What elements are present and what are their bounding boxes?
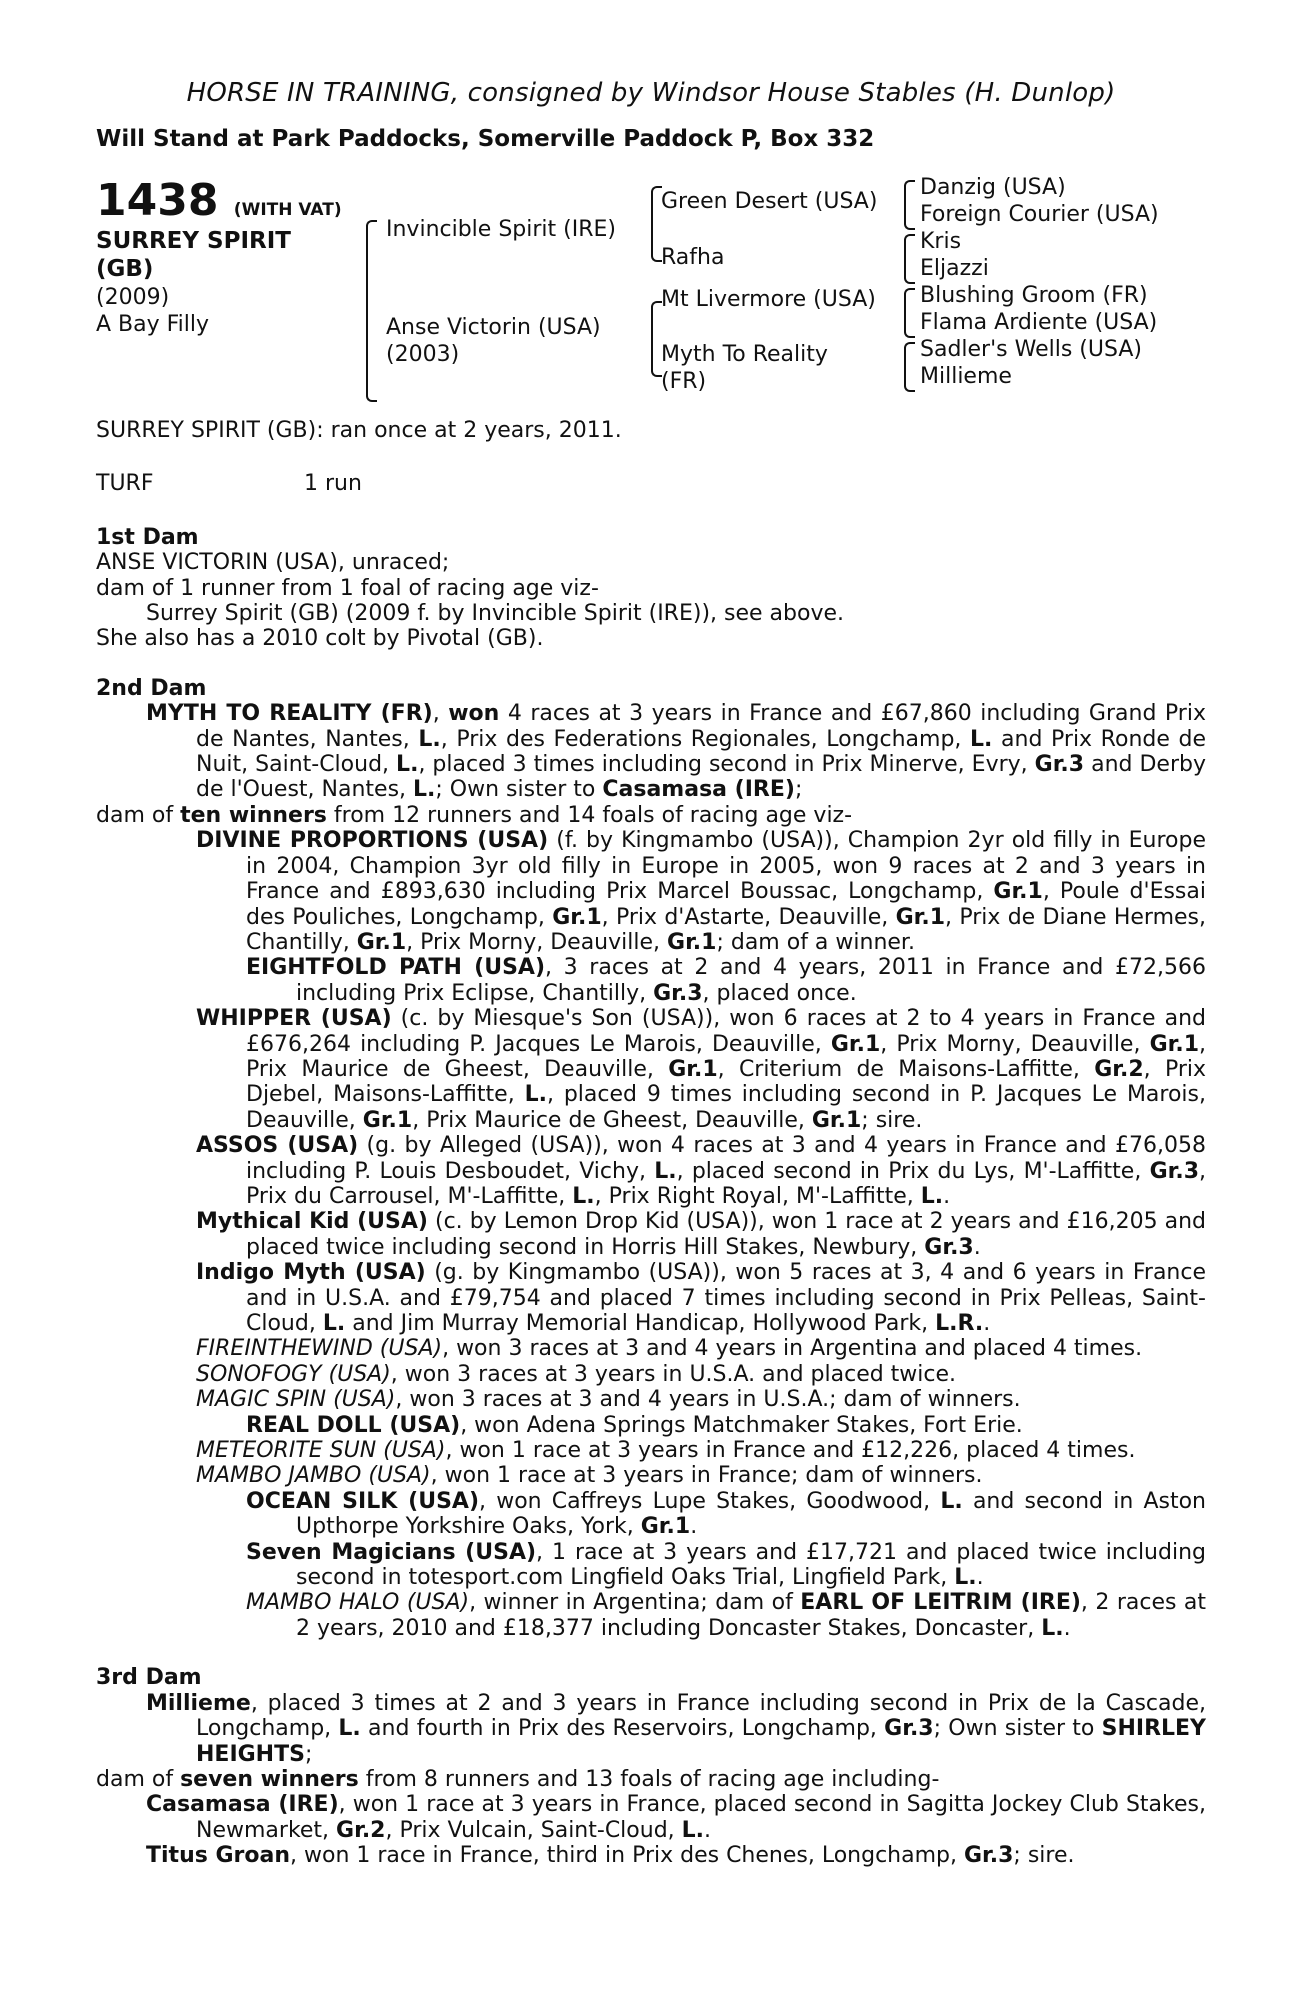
dam-name: Anse Victorin (USA) xyxy=(386,315,601,340)
produce-entry: Titus Groan, won 1 race in France, third in Prix des Chenes, Longchamp, Gr.3; sire. xyxy=(146,1843,1075,1869)
dam-sire-name: Mt Livermore (USA) xyxy=(661,287,876,312)
produce-entry: Casamasa (IRE), won 1 race at 3 years in France, placed second in Sagitta Jockey Club Stakes, Newmarket, Gr.2, Prix Vulcain, Saint-Cloud, L.. xyxy=(146,1792,1206,1843)
third-dam-entry: Millieme, placed 3 times at 2 and 3 years in France including second in Prix de la Cascade, Longchamp, L. and fourth in Prix des Reservoirs, Longchamp, Gr.3; Own sister to SHIRLEY HEIGHTS; xyxy=(146,1690,1206,1767)
sire-dam-name: Rafha xyxy=(661,245,725,270)
horse-country: (GB) xyxy=(96,256,154,282)
brace xyxy=(904,342,915,392)
produce-entry: Mythical Kid (USA) (c. by Lemon Drop Kid (USA)), won 1 race at 2 years and £16,205 and placed twice including second in Horris Hill Stakes, Newbury, Gr.3. xyxy=(196,1209,1206,1260)
dam-year: (2003) xyxy=(386,342,460,367)
dds-name: Sadler's Wells (USA) xyxy=(920,337,1142,362)
turf-record xyxy=(96,471,1206,496)
turf-label: TURF xyxy=(96,471,154,497)
produce-entry: METEORITE SUN (USA), won 1 race at 3 years in France and £12,226, placed 4 times. xyxy=(196,1438,1136,1464)
third-dam-heading: 3rd Dam xyxy=(96,1665,202,1691)
produce-entry: EIGHTFOLD PATH (USA), 3 races at 2 and 4 years, 2011 in France and £72,566 including Prix Eclipse, Chantilly, Gr.3, placed once. xyxy=(246,955,1206,1006)
second-dam-entry: MYTH TO REALITY (FR), won 4 races at 3 years in France and £67,860 including Grand Prix de Nantes, Nantes, L., Prix des Federations Regionales, Longchamp, L. and Prix Ronde de Nuit, Saint-Cloud, L., placed 3 times including second in Prix Minerve, Evry, Gr.3 and Derby de l'Ouest, Nantes, L.; Own sister to Casamasa (IRE); xyxy=(146,701,1206,803)
sdd-name: Eljazzi xyxy=(920,256,989,281)
pedigree-table xyxy=(96,176,1206,418)
turf-value: 1 run xyxy=(304,471,362,497)
produce-entry: Seven Magicians (USA), 1 race at 3 years and £17,721 and placed twice including second in totesport.com Lingfield Oaks Trial, Lingfield Park, L.. xyxy=(246,1539,1206,1591)
third-dam-produce-summary: dam of seven winners from 8 runners and 13 foals of racing age including- xyxy=(96,1766,940,1792)
produce-entry: MAMBO HALO (USA), winner in Argentina; dam of EARL OF LEITRIM (IRE), 2 races at 2 years, 2010 and £18,377 including Doncaster Stakes, Doncaster, L.. xyxy=(246,1590,1207,1641)
produce-entry: DIVINE PROPORTIONS (USA) (f. by Kingmambo (USA)), Champion 2yr old filly in Europe in 2004, Champion 3yr old filly in Europe in 2005, won 9 races at 2 and 3 years in France and £893,630 including Prix Marcel Boussac, Longchamp, Gr.1, Poule d'Essai des Pouliches, Longchamp, Gr.1, Prix d'Astarte, Deauville, Gr.1, Prix de Diane Hermes, Chantilly, Gr.1, Prix Morny, Deauville, Gr.1; dam of a winner. xyxy=(196,828,1207,955)
produce-entry: WHIPPER (USA) (c. by Miesque's Son (USA)), won 6 races at 2 to 4 years in France and £676,264 including P. Jacques Le Marois, Deauville, Gr.1, Prix Morny, Deauville, Gr.1, Prix Maurice de Gheest, Deauville, Gr.1, Criterium de Maisons-Laffitte, Gr.2, Prix Djebel, Maisons-Laffitte, L., placed 9 times including second in P. Jacques Le Marois, Deauville, Gr.1, Prix Maurice de Gheest, Deauville, Gr.1; sire. xyxy=(196,1006,1206,1133)
dam-dam-country: (FR) xyxy=(661,369,707,394)
sire-name: Invincible Spirit (IRE) xyxy=(386,217,616,242)
produce-entry: MAGIC SPIN (USA), won 3 races at 3 and 4 years in U.S.A.; dam of winners. xyxy=(196,1387,1021,1413)
horse-description: A Bay Filly xyxy=(96,312,210,337)
dsd-name: Flama Ardiente (USA) xyxy=(920,310,1158,335)
dss-name: Blushing Groom (FR) xyxy=(920,283,1148,308)
dam-dam-name: Myth To Reality xyxy=(661,342,828,367)
second-dam-produce-summary: dam of ten winners from 12 runners and 14 foals of racing age viz- xyxy=(96,802,853,828)
brace xyxy=(904,234,915,284)
first-dam-heading: 1st Dam xyxy=(96,524,199,550)
produce-entry: SONOFOGY (USA), won 3 races at 3 years in U.S.A. and placed twice. xyxy=(196,1361,957,1387)
page-header: HORSE IN TRAINING, consigned by Windsor House Stables (H. Dunlop) xyxy=(186,78,1116,108)
first-dam-line: dam of 1 runner from 1 foal of racing age viz- xyxy=(96,575,599,601)
race-record xyxy=(96,418,1206,1869)
vat-label: (WITH VAT) xyxy=(233,200,342,220)
first-dam-line: ANSE VICTORIN (USA), unraced; xyxy=(96,550,450,576)
horse-name: SURREY SPIRIT xyxy=(96,228,291,254)
second-dam-heading: 2nd Dam xyxy=(96,675,207,701)
stand-location: Will Stand at Park Paddocks, Somerville Paddock P, Box 332 xyxy=(96,126,875,152)
produce-entry: OCEAN SILK (USA), won Caffreys Lupe Stakes, Goodwood, L. and second in Aston Upthorpe Yorkshire Oaks, York, Gr.1. xyxy=(246,1488,1207,1540)
sss-name: Danzig (USA) xyxy=(920,175,1066,200)
sire-sire-name: Green Desert (USA) xyxy=(661,189,878,214)
first-dam-produce: Surrey Spirit (GB) (2009 f. by Invincible Spirit (IRE)), see above. xyxy=(146,601,844,627)
produce-entry: Indigo Myth (USA) (g. by Kingmambo (USA)), won 5 races at 3, 4 and 6 years in France and in U.S.A. and £79,754 and placed 7 times including second in Prix Pelleas, Saint-Cloud, L. and Jim Murray Memorial Handicap, Hollywood Park, L.R.. xyxy=(196,1260,1206,1336)
horse-year: (2009) xyxy=(96,285,170,310)
produce-entry: ASSOS (USA) (g. by Alleged (USA)), won 4 races at 3 and 4 years in France and £76,058 including P. Louis Desboudet, Vichy, L., placed second in Prix du Lys, M'-Laffitte, Gr.3, Prix du Carrousel, M'-Laffitte, L., Prix Right Royal, M'-Laffitte, L.. xyxy=(196,1133,1206,1209)
sds-name: Kris xyxy=(920,229,962,254)
brace xyxy=(904,180,915,230)
produce-entry: REAL DOLL (USA), won Adena Springs Matchmaker Stakes, Fort Erie. xyxy=(246,1412,1023,1438)
produce-entry: MAMBO JAMBO (USA), won 1 race at 3 years in France; dam of winners. xyxy=(196,1463,983,1489)
ddd-name: Millieme xyxy=(920,364,1012,389)
brace xyxy=(366,220,377,402)
ssd-name: Foreign Courier (USA) xyxy=(920,202,1159,227)
catalogue-page xyxy=(96,78,1206,1869)
lot-number: 1438 (WITH VAT) xyxy=(96,175,342,226)
produce-entry: FIREINTHEWIND (USA), won 3 races at 3 and 4 years in Argentina and placed 4 times. xyxy=(196,1336,1143,1362)
first-dam-line: She also has a 2010 colt by Pivotal (GB). xyxy=(96,626,544,652)
brace xyxy=(904,288,915,338)
race-summary: SURREY SPIRIT (GB): ran once at 2 years, 2011. xyxy=(96,418,622,443)
